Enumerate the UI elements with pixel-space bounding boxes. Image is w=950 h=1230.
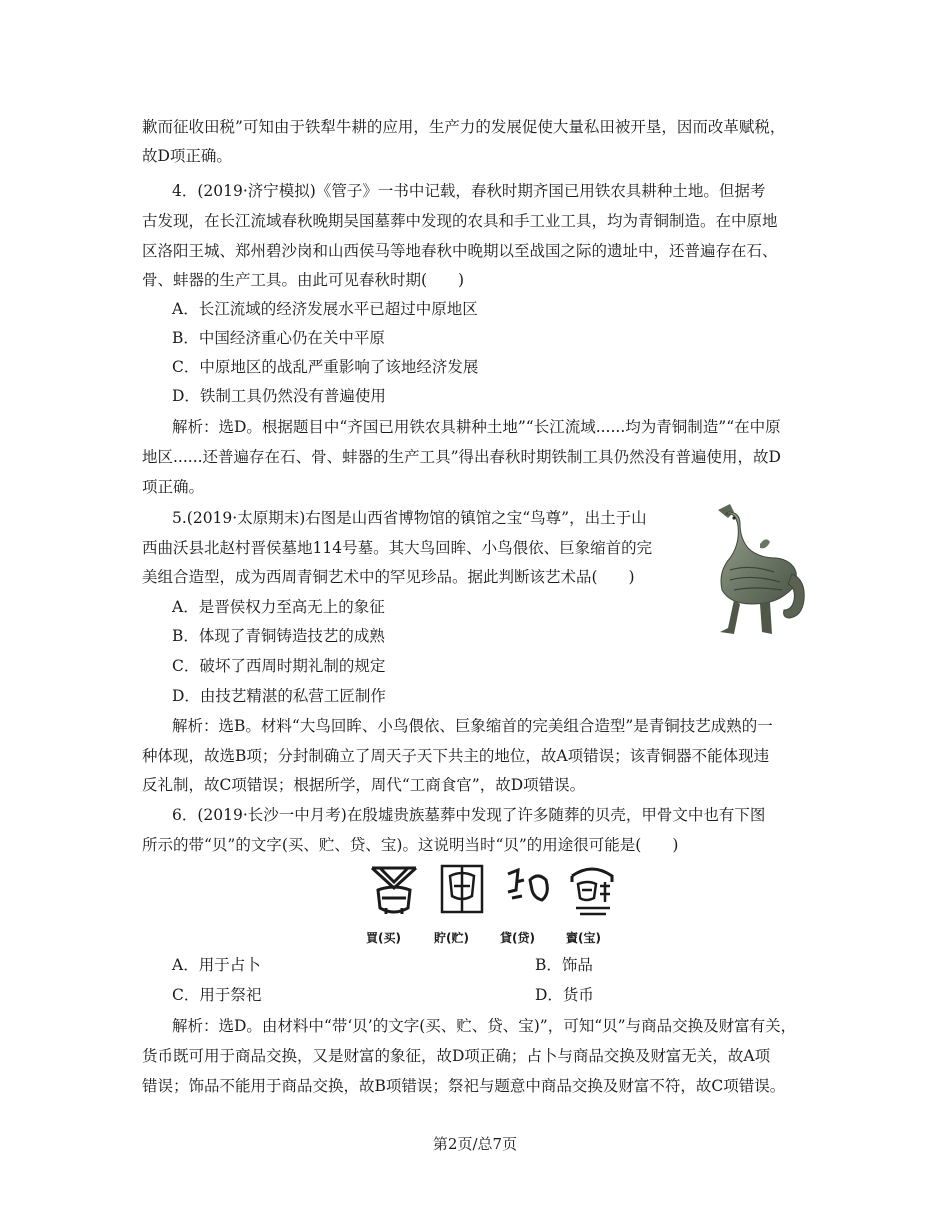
oracle-glyph-dai xyxy=(502,862,554,918)
bird-zun-image xyxy=(700,500,810,650)
oracle-glyph-bao xyxy=(566,862,618,918)
oracle-label-bao: 賨(宝) xyxy=(566,931,601,945)
option-b: B．体现了青铜铸造技艺的成熟 xyxy=(172,627,385,645)
analysis-line: 项正确。 xyxy=(142,478,205,496)
analysis-line: 种体现，故选B项；分封制确立了周天子天下共主的地位，故A项错误；该青铜器不能体现违 xyxy=(142,747,770,765)
option-d: D．货币 xyxy=(535,986,594,1004)
option-b: B．中国经济重心仍在关中平原 xyxy=(172,329,385,347)
option-c: C．破坏了西周时期礼制的规定 xyxy=(172,657,386,675)
option-a: A．长江流域的经济发展水平已超过中原地区 xyxy=(172,300,478,318)
option-c: C．中原地区的战乱严重影响了该地经济发展 xyxy=(172,358,479,376)
option-c: C．用于祭祀 xyxy=(172,986,262,1004)
option-a: A．是晋侯权力至高无上的象征 xyxy=(172,598,385,616)
oracle-label-mai: 買(买) xyxy=(366,931,401,945)
analysis-line: 解析：选D。根据题目中“齐国已用铁农具耕种土地”“长江流域......均为青铜制造”“在中原 xyxy=(172,418,781,436)
paragraph-line: 故D项正确。 xyxy=(142,147,232,165)
oracle-glyph-mai xyxy=(368,862,420,918)
analysis-line: 解析：选B。材料“大鸟回眸、小鸟偎依、巨象缩首的完美组合造型”是青铜技艺成熟的一 xyxy=(172,717,773,735)
option-d: D．由技艺精湛的私营工匠制作 xyxy=(172,687,386,705)
option-d: D．铁制工具仍然没有普遍使用 xyxy=(172,387,386,405)
paragraph-line: 美组合造型，成为西周青铜艺术中的罕见珍品。据此判断该艺术品( ) xyxy=(142,568,635,586)
analysis-line: 错误；饰品不能用于商品交换，故B项错误；祭祀与题意中商品交换及财富不符，故C项错误。 xyxy=(142,1077,786,1095)
analysis-line: 反礼制，故C项错误；根据所学，周代“工商食官”，故D项错误。 xyxy=(142,776,586,794)
option-a: A．用于占卜 xyxy=(172,956,261,974)
analysis-line: 货币既可用于商品交换，又是财富的象征，故D项正确；占卜与商品交换及财富无关，故A项 xyxy=(142,1047,771,1065)
oracle-label-zhu: 貯(贮) xyxy=(434,931,469,945)
question-5-stem: 5.(2019·太原期末)右图是山西省博物馆的镇馆之宝“鸟尊”，出土于山 xyxy=(172,509,647,527)
question-6-stem: 6．(2019·长沙一中月考)在殷墟贵族墓葬中发现了许多随葬的贝壳，甲骨文中也有下图 xyxy=(172,806,766,824)
paragraph-line: 歉而征收田税”可知由于铁犁牛耕的应用，生产力的发展促使大量私田被开垦，因而改革赋税， xyxy=(142,118,786,136)
page-number: 第2页/总7页 xyxy=(432,1135,518,1153)
option-b: B．饰品 xyxy=(535,956,593,974)
paragraph-line: 所示的带“贝”的文字(买、贮、贷、宝)。这说明当时“贝”的用途很可能是( ) xyxy=(142,836,679,854)
oracle-glyph-zhu xyxy=(436,862,488,918)
paragraph-line: 骨、蚌器的生产工具。由此可见春秋时期( ) xyxy=(142,271,465,289)
oracle-script-figure xyxy=(360,862,622,948)
question-4-stem: 4．(2019·济宁模拟)《管子》一书中记载，春秋时期齐国已用铁农具耕种土地。但据考 xyxy=(172,182,766,200)
paragraph-line: 古发现，在长江流域春秋晚期吴国墓葬中发现的农具和手工业工具，均为青铜制造。在中原地 xyxy=(142,212,778,230)
paragraph-line: 区洛阳王城、郑州碧沙岗和山西侯马等地春秋中晚期以至战国之际的遗址中，还普遍存在石、 xyxy=(142,242,778,260)
analysis-line: 地区......还普遍存在石、骨、蚌器的生产工具”得出春秋时期铁制工具仍然没有普遍使用，故D xyxy=(142,448,781,466)
paragraph-line: 西曲沃县北赵村晋侯墓地114号墓。其大鸟回眸、小鸟偎依、巨象缩首的完 xyxy=(142,539,653,557)
analysis-line: 解析：选D。由材料中“带‘贝’的文字(买、贮、贷、宝)”，可知“贝”与商品交换及财富有关， xyxy=(172,1017,797,1035)
oracle-label-dai: 貸(贷) xyxy=(500,931,535,945)
